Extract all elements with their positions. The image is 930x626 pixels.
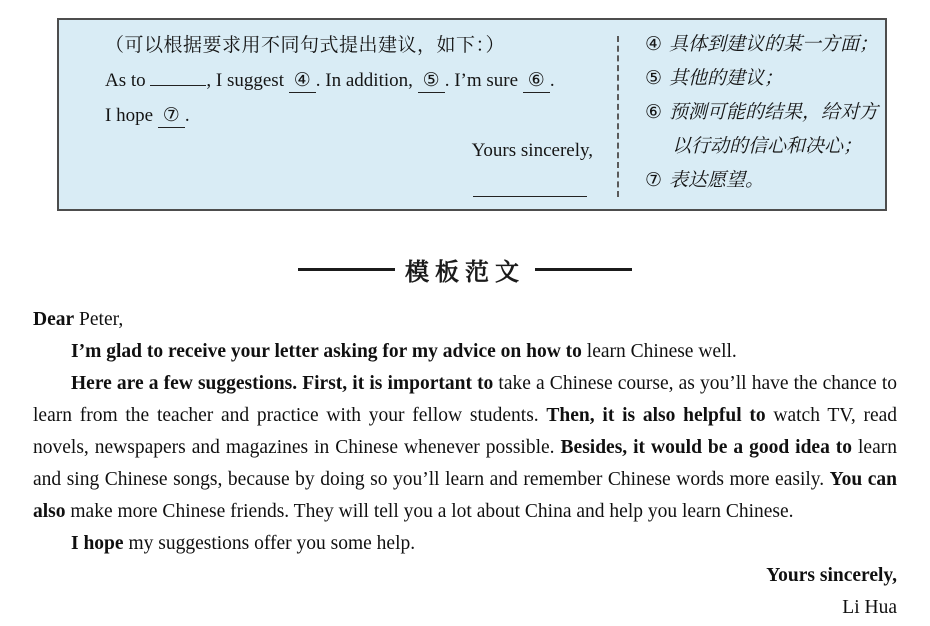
letter-paragraph bbox=[33, 368, 897, 528]
legend-item-text: 预测可能的结果，给对方以行动的信心和决心； bbox=[669, 102, 879, 157]
text-segment: Yours sincerely, bbox=[766, 565, 897, 586]
text-segment: learn Chinese well. bbox=[581, 341, 737, 362]
letter-paragraph bbox=[33, 336, 897, 368]
fill-in-blank bbox=[150, 68, 206, 86]
legend-item bbox=[645, 62, 879, 96]
signature-blank bbox=[473, 182, 587, 197]
text-segment: make more Chinese friends. They will tell you a lot about China and help you learn Chinese. bbox=[65, 501, 794, 522]
legend-item bbox=[645, 96, 879, 164]
text-segment: As to bbox=[105, 70, 151, 91]
legend-item-text: 其他的建议； bbox=[669, 68, 784, 89]
text-segment: my suggestions offer you some help. bbox=[123, 533, 416, 554]
circled-number: ⑦ bbox=[158, 105, 185, 128]
model-letter bbox=[33, 304, 897, 624]
template-sentence-line1 bbox=[105, 63, 593, 98]
text-segment: You can also bbox=[33, 469, 897, 522]
legend-item bbox=[645, 164, 879, 198]
text-segment: . bbox=[549, 70, 555, 91]
template-note: （可以根据要求用不同句式提出建议，如下：） bbox=[105, 35, 506, 56]
text-segment: I hope bbox=[71, 533, 124, 554]
text-segment: Dear bbox=[33, 309, 75, 330]
text-segment: . In addition, bbox=[315, 70, 418, 91]
letter-signoff bbox=[33, 560, 897, 592]
section-heading-title: 模板范文 bbox=[405, 258, 525, 286]
text-segment: Besides, it would be a good idea to bbox=[560, 437, 853, 458]
heading-rule-left bbox=[298, 268, 395, 271]
text-segment: learn and sing Chinese songs, because by doing so you’ll learn and remember Chinese words more easily. bbox=[33, 437, 897, 490]
circled-number: ④ bbox=[645, 34, 663, 55]
template-box bbox=[57, 18, 887, 211]
template-box-left-column bbox=[59, 20, 617, 209]
text-segment: Here are a few suggestions. First, it is important to bbox=[71, 373, 494, 394]
text-segment: I hope bbox=[105, 105, 158, 126]
heading-rule-right bbox=[535, 268, 632, 271]
legend-item-text: 表达愿望。 bbox=[669, 170, 765, 191]
text-segment: Then, it is also helpful to bbox=[546, 405, 766, 426]
circled-number: ⑦ bbox=[645, 170, 663, 191]
template-box-right-column bbox=[619, 20, 887, 209]
circled-number: ⑥ bbox=[523, 70, 550, 93]
letter-paragraph bbox=[33, 528, 897, 560]
text-segment: take a Chinese course, as you’ll have the chance to learn from the teacher and practice with your fellow students. bbox=[33, 373, 897, 426]
text-segment: watch TV, read novels, newspapers and magazines in Chinese whenever possible. bbox=[33, 405, 898, 458]
legend-item bbox=[645, 28, 879, 62]
legend-item-text: 具体到建议的某一方面； bbox=[669, 34, 879, 55]
circled-number: ④ bbox=[289, 70, 316, 93]
text-segment: , I suggest bbox=[206, 70, 289, 91]
circled-number: ⑤ bbox=[645, 68, 663, 89]
template-signoff: Yours sincerely, bbox=[471, 140, 593, 161]
section-heading bbox=[0, 252, 930, 286]
letter-signature bbox=[33, 592, 897, 624]
text-segment: I’m glad to receive your letter asking for my advice on how to bbox=[71, 341, 582, 362]
signature-blank-line bbox=[105, 174, 593, 209]
text-segment: Peter, bbox=[74, 309, 124, 330]
text-segment: Li Hua bbox=[842, 597, 897, 618]
text-segment: . I’m sure bbox=[444, 70, 523, 91]
letter-salutation bbox=[33, 304, 897, 336]
text-segment: . bbox=[184, 105, 190, 126]
template-sentence-line2 bbox=[105, 98, 593, 133]
circled-number: ⑤ bbox=[418, 70, 445, 93]
circled-number: ⑥ bbox=[645, 102, 663, 123]
